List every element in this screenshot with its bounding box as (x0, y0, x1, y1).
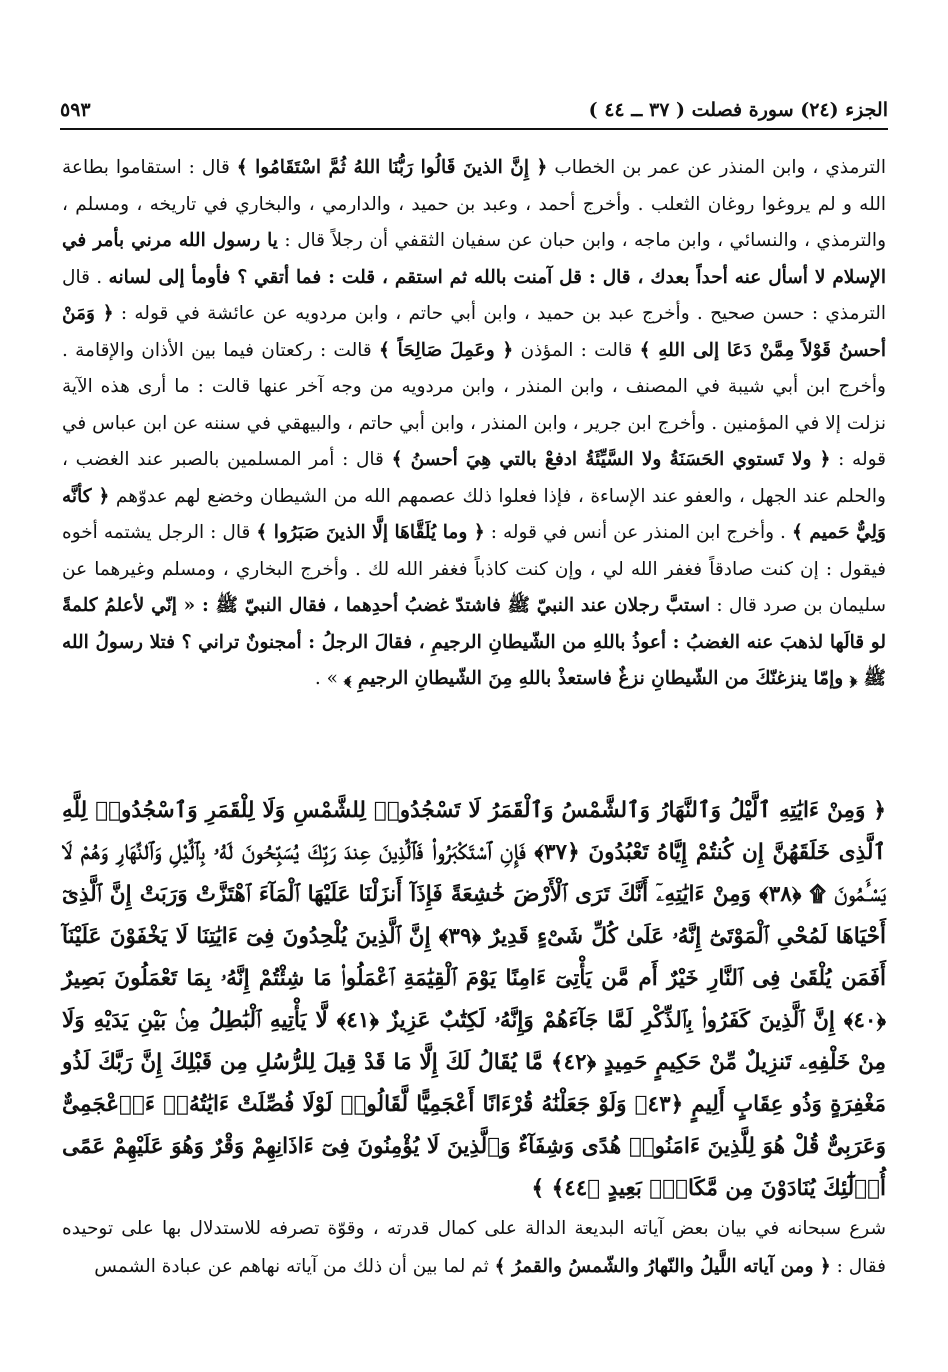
commentary-paragraph (62, 150, 886, 698)
quran-quote: ﴿ وما يُلَقَّاهَا إلَّا الذينَ صَبَرُوا ﴾ (256, 522, 485, 543)
tafsir-text: شرع سبحانه في بيان بعض آياته البديعة الدالة على كمال قدرته ، وقوّة تصرفه للاستدلال بها على توحيده فقال : (62, 1218, 886, 1277)
commentary-text: قال : استقاموا بطاعة الله و لم يروغوا روغان الثعلب . وأخرج أحمد ، وعبد بن حميد ، والدارمي ، والبخاري في تاريخه ، ومسلم ، والترمذي ، والنسائي ، وابن ماجه ، وابن حبان عن سفيان الثقفي أن رجلاً قال : (62, 157, 887, 251)
commentary-text: » . (314, 668, 338, 689)
quran-quote: ﴿ وعَمِلَ صَالِحَاً ﴾ (378, 339, 514, 361)
quran-quote: ﴿ ولا تَستوي الحَسَنَةُ ولا السَّيِّئَةُ ادفعْ بالتي هِيَ أحسنُ ﴾ (391, 449, 831, 470)
page-number: ٥٩٣ (60, 99, 91, 121)
commentary-text: قال : أمر المسلمين بالصبر عند الغضب ، والحلم عند الجهل ، والعفو عند الإساءة ، فإذا فعلوا ذلك عصمهم الله من الشيطان وخضع لهم عدوّهم (62, 449, 886, 507)
running-title: الجزء (٢٤) سورة فصلت ( ٣٧ ــ ٤٤ ) (588, 99, 888, 121)
quran-quote: ﴿ إِنَّ الذينَ قَالُوا رَبُّنَا اللهُ ثُمَّ اسْتَقَامُوا ﴾ (236, 157, 548, 178)
header-divider (60, 128, 888, 130)
commentary-text: الترمذي ، وابن المنذر عن عمر بن الخطاب (547, 157, 886, 178)
commentary-text: قالت : المؤذن (513, 339, 633, 361)
commentary-text: قالت : ركعتان فيما بين الأذان والإقامة . وأخرج ابن أبي شيبة في المصنف ، وابن المنذر ، وابن مردويه من وجه آخر عنها قالت : ما أرى هذه الآية نزلت إلا في المؤمنين . وأخرج ابن جرير ، وابن المنذر ، وابن أبي حاتم ، والبيهقي في سننه عن ابن عباس في قوله : (62, 339, 887, 470)
page-header (60, 92, 888, 128)
commentary-text: . قال الترمذي : حسن صحيح . وأخرج عبد بن حميد ، وابن أبي حاتم ، وابن مردويه عن عائشة في قوله : (62, 266, 886, 324)
commentary-block (62, 150, 886, 698)
quran-quote: ﴿ ومن آياته اللَّيلُ والنّهارُ والشّمسُ والقمرُ ﴾ (494, 1256, 831, 1277)
quran-quote: ﴿ كأنَّه وَلِيٌّ حَميم ﴾ (62, 485, 886, 543)
verses-text: ﴿ وَمِنْ ءَايَٰتِهِ ٱلَّيْلُ وَٱلنَّهَارُ وَٱلشَّمْسُ وَٱلْقَمَرُ لَا تَسْجُدُوا۟ لِلشَّمْسِ وَلَا لِلْقَمَرِ وَٱسْجُدُوا۟ لِلَّهِ ٱلَّذِى خَلَقَهُنَّ إِن كُنتُمْ إِيَّاهُ تَعْبُدُونَ ﴿٣٧﴾ فَإِنِ ٱسْتَكْبَرُوا۟ فَٱلَّذِينَ عِندَ رَبِّكَ يُسَبِّحُونَ لَهُۥ بِٱلَّيْلِ وَٱلنَّهَارِ وَهُمْ لَا يَسْـَٔمُونَ ۩ ﴿٣٨﴾ وَمِنْ ءَايَٰتِهِۦٓ أَنَّكَ تَرَى ٱلْأَرْضَ خَٰشِعَةً فَإِذَآ أَنزَلْنَا عَلَيْهَا ٱلْمَآءَ ٱهْتَزَّتْ وَرَبَتْ إِنَّ ٱلَّذِىٓ أَحْيَاهَا لَمُحْىِ ٱلْمَوْتَىٰٓ إِنَّهُۥ عَلَىٰ كُلِّ شَىْءٍ قَدِيرٌ ﴿٣٩﴾ إِنَّ ٱلَّذِينَ يُلْحِدُونَ فِىٓ ءَايَٰتِنَا لَا يَخْفَوْنَ عَلَيْنَآ أَفَمَن يُلْقَىٰ فِى ٱلنَّارِ خَيْرٌ أَم مَّن يَأْتِىٓ ءَامِنًا يَوْمَ ٱلْقِيَٰمَةِ ٱعْمَلُوا۟ مَا شِئْتُمْ إِنَّهُۥ بِمَا تَعْمَلُونَ بَصِيرٌ ﴿٤٠﴾ إِنَّ ٱلَّذِينَ كَفَرُوا۟ بِٱلذِّكْرِ لَمَّا جَآءَهُمْ وَإِنَّهُۥ لَكِتَٰبٌ عَزِيزٌ ﴿٤١﴾ لَّا يَأْتِيهِ ٱلْبَٰطِلُ مِنۢ بَيْنِ يَدَيْهِ وَلَا مِنْ خَلْفِهِۦ تَنزِيلٌ مِّنْ حَكِيمٍ حَمِيدٍ ﴿٤٢﴾ مَّا يُقَالُ لَكَ إِلَّا مَا قَدْ قِيلَ لِلرُّسُلِ مِن قَبْلِكَ إِنَّ رَبَّكَ لَذُو مَغْفِرَةٍ وَذُو عِقَابٍ أَلِيمٍ ﴿٤٣﴾ وَلَوْ جَعَلْنَٰهُ قُرْءَانًا أَعْجَمِيًّا لَّقَالُوا۟ لَوْلَا فُصِّلَتْ ءَايَٰتُهُۥٓ ءَا۬عْجَمِىٌّ وَعَرَبِىٌّ قُلْ هُوَ لِلَّذِينَ ءَامَنُوا۟ هُدًى وَشِفَآءٌ وَٱلَّذِينَ لَا يُؤْمِنُونَ فِىٓ ءَاذَانِهِمْ وَقْرٌ وَهُوَ عَلَيْهِمْ عَمًى أُو۟لَٰٓئِكَ يُنَادَوْنَ مِن مَّكَانٍۭ بَعِيدٍ ﴿٤٤﴾ ﴾ (62, 798, 887, 1201)
commentary-text: . وأخرج ابن المنذر عن أنس في قوله : (484, 522, 786, 543)
quran-quote: ﴿ وَمَنْ أحسنُ قَوْلاً مِمَّنْ دَعَا إلى اللهِ ﴾ (62, 303, 886, 361)
hadith-quote: يا رسول الله مرني بأمر في الإسلام لا أسأل عنه أحداً بعدك ، قال : قل آمنت بالله ثم استقم ، قلت : فما أتقي ؟ فأومأ إلى لسانه (62, 230, 886, 288)
quran-verses-block (62, 790, 886, 1210)
tafsir-paragraph (62, 1210, 886, 1286)
tafsir-text: ثم لما بين أن ذلك من آياته نهاهم عن عبادة الشمس (94, 1256, 489, 1277)
commentary-text: قال : الرجل يشتمه أخوه فيقول : إن كنت صادقاً فغفر الله لي ، وإن كنت كاذباً فغفر الله لك . وأخرج البخاري ، ومسلم وغيرهما عن سليمان بن صرد قال : (62, 522, 887, 616)
tafsir-block (62, 1210, 886, 1286)
hadith-quote: استبَّ رجلان عند النبيّ ﷺ فاشتدّ غضبُ أحدِهما ، فقال النبيّ ﷺ : « إنّي لأعلمُ كلمةً لو قالَها لذهبَ عنه الغضبُ : أعوذُ باللهِ من الشّيطانِ الرجيمِ ، فقالَ الرجلُ : أمجنونٌ تراني ؟ فتلا رسولُ الله ﷺ ﴿ وإمّا ينزغنّكَ من الشّيطانِ نزغٌ فاستعذْ باللهِ مِنَ الشّيطانِ الرجيمِ ﴾ (62, 595, 886, 689)
